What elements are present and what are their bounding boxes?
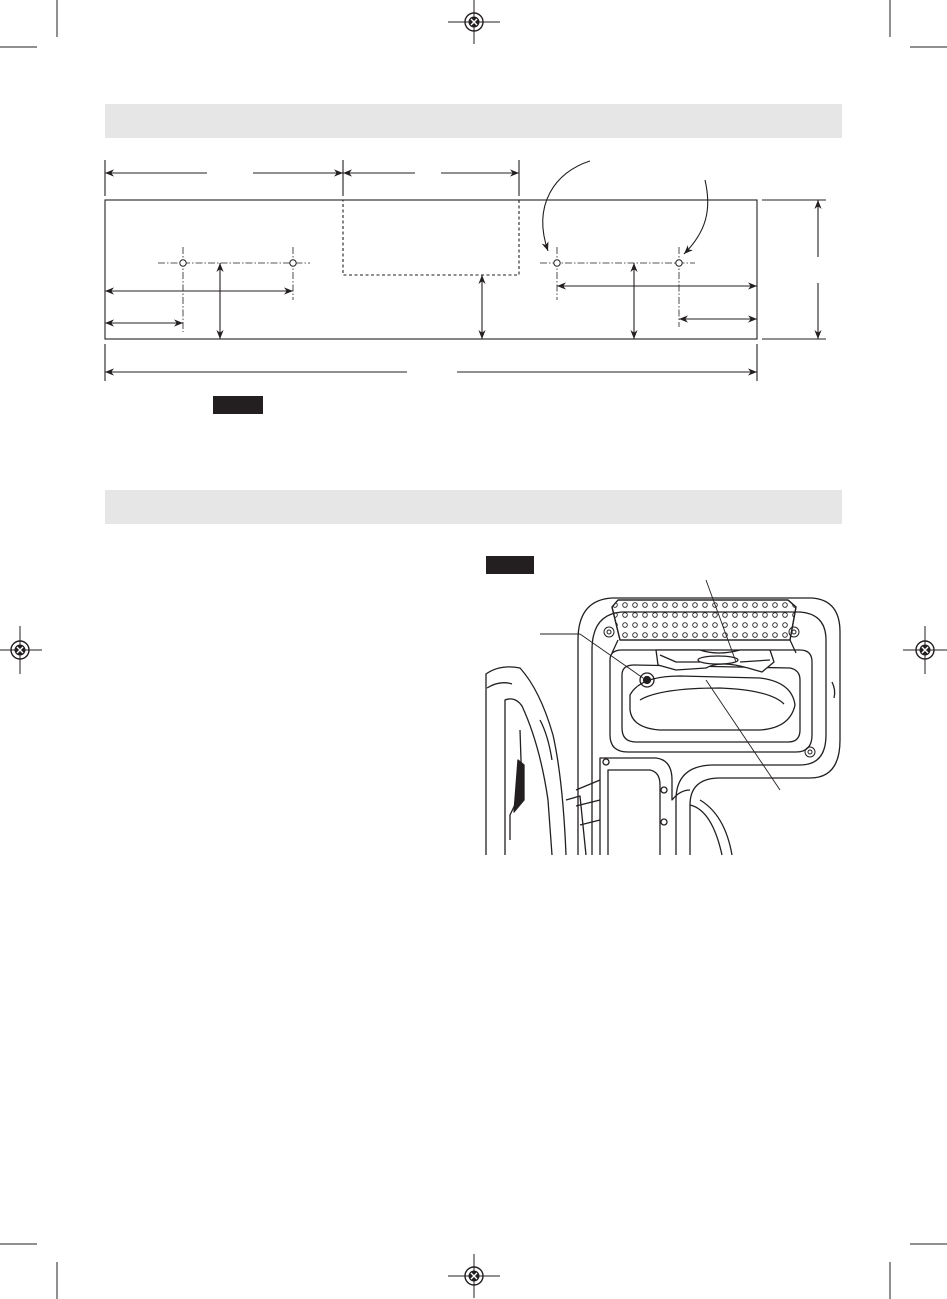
blade-guard [486, 667, 566, 855]
saw-handle-view [486, 580, 840, 855]
screw-icon [604, 627, 815, 757]
motor-housing [566, 758, 732, 855]
grip-pad [612, 600, 796, 653]
lock-off-button [640, 673, 654, 687]
trigger-switch [656, 650, 774, 672]
hole-centerline-right [540, 247, 695, 327]
callout-leader-icon [543, 161, 708, 254]
template-cutout [343, 200, 519, 275]
dimension-arrow-icon [105, 263, 482, 339]
hole-centerline-left [158, 247, 310, 332]
mounting-hole-template [105, 160, 826, 381]
dimension-arrow-icon [557, 263, 757, 339]
template-outline [105, 200, 757, 339]
